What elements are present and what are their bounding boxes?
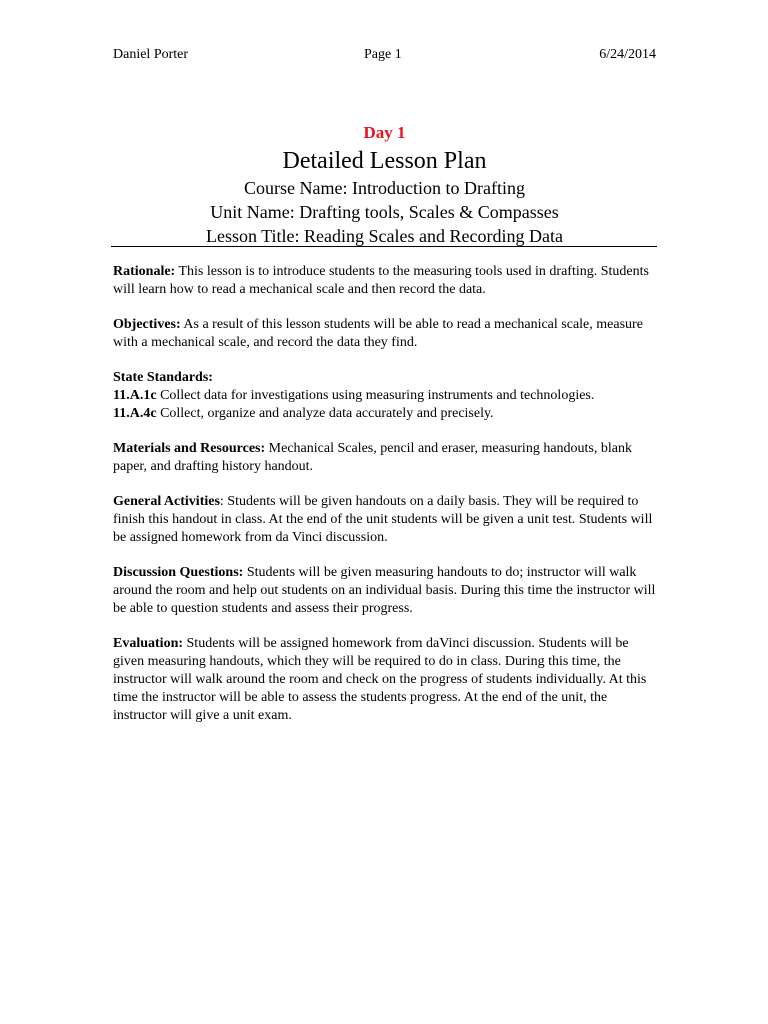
header-page-number: Page 1 — [364, 47, 402, 62]
general-activities-label: General Activities — [113, 494, 220, 509]
state-standards-section — [113, 369, 658, 423]
standard-text: Collect, organize and analyze data accurately and precisely. — [156, 406, 494, 421]
evaluation-label: Evaluation: — [113, 636, 184, 651]
materials-text: Mechanical Scales, pencil and eraser, measuring handouts, blank paper, and drafting history handout. — [113, 441, 632, 474]
header-date: 6/24/2014 — [599, 47, 656, 62]
standard-text: Collect data for investigations using measuring instruments and technologies. — [156, 388, 595, 403]
title-divider — [111, 246, 657, 247]
standard-item — [113, 387, 658, 405]
lesson-body — [113, 263, 658, 742]
standard-item — [113, 405, 658, 423]
unit-name: Unit Name: Drafting tools, Scales & Compasses — [210, 202, 559, 222]
state-standards-label: State Standards: — [113, 370, 213, 385]
rationale-label: Rationale: — [113, 264, 176, 279]
materials-section — [113, 440, 658, 476]
lesson-title: Lesson Title: Reading Scales and Recording Data — [206, 226, 563, 246]
discussion-questions-section — [113, 564, 658, 618]
evaluation-section — [113, 635, 658, 725]
general-activities-section — [113, 493, 658, 547]
header-author: Daniel Porter — [113, 47, 189, 62]
page-header — [113, 47, 656, 65]
general-activities-text: : Students will be given handouts on a daily basis. They will be required to finish this handout in class. At the end of the unit students will be given a unit test. Students will be assigned homework from da Vinci discussion. — [113, 494, 653, 545]
discussion-questions-label: Discussion Questions: — [113, 565, 244, 580]
standard-code: 11.A.1c — [113, 388, 157, 403]
objectives-section — [113, 316, 658, 352]
discussion-questions-text: Students will be given measuring handouts to do; instructor will walk around the room and help out students on an individual basis. During this time the instructor will be able to question students and assess their progress. — [113, 565, 656, 616]
title-block — [113, 122, 656, 248]
materials-label: Materials and Resources: — [113, 441, 266, 456]
objectives-label: Objectives: — [113, 317, 181, 332]
rationale-text: This lesson is to introduce students to the measuring tools used in drafting. Students will learn how to read a mechanical scale and then record the data. — [113, 264, 649, 297]
course-name: Course Name: Introduction to Drafting — [244, 178, 525, 198]
standard-code: 11.A.4c — [113, 406, 157, 421]
document-title: Detailed Lesson Plan — [282, 148, 487, 174]
evaluation-text: Students will be assigned homework from daVinci discussion. Students will be given measuring handouts, which they will be required to do in class. During this time, the instructor will walk around the room and check on the progress of students individually. At this time the instructor will be able to assess the students progress. At the end of the unit, the instructor will give a unit exam. — [113, 636, 647, 723]
objectives-text: As a result of this lesson students will be able to read a mechanical scale, measure with a mechanical scale, and record the data they find. — [113, 317, 643, 350]
rationale-section — [113, 263, 658, 299]
day-label: Day 1 — [363, 123, 406, 142]
